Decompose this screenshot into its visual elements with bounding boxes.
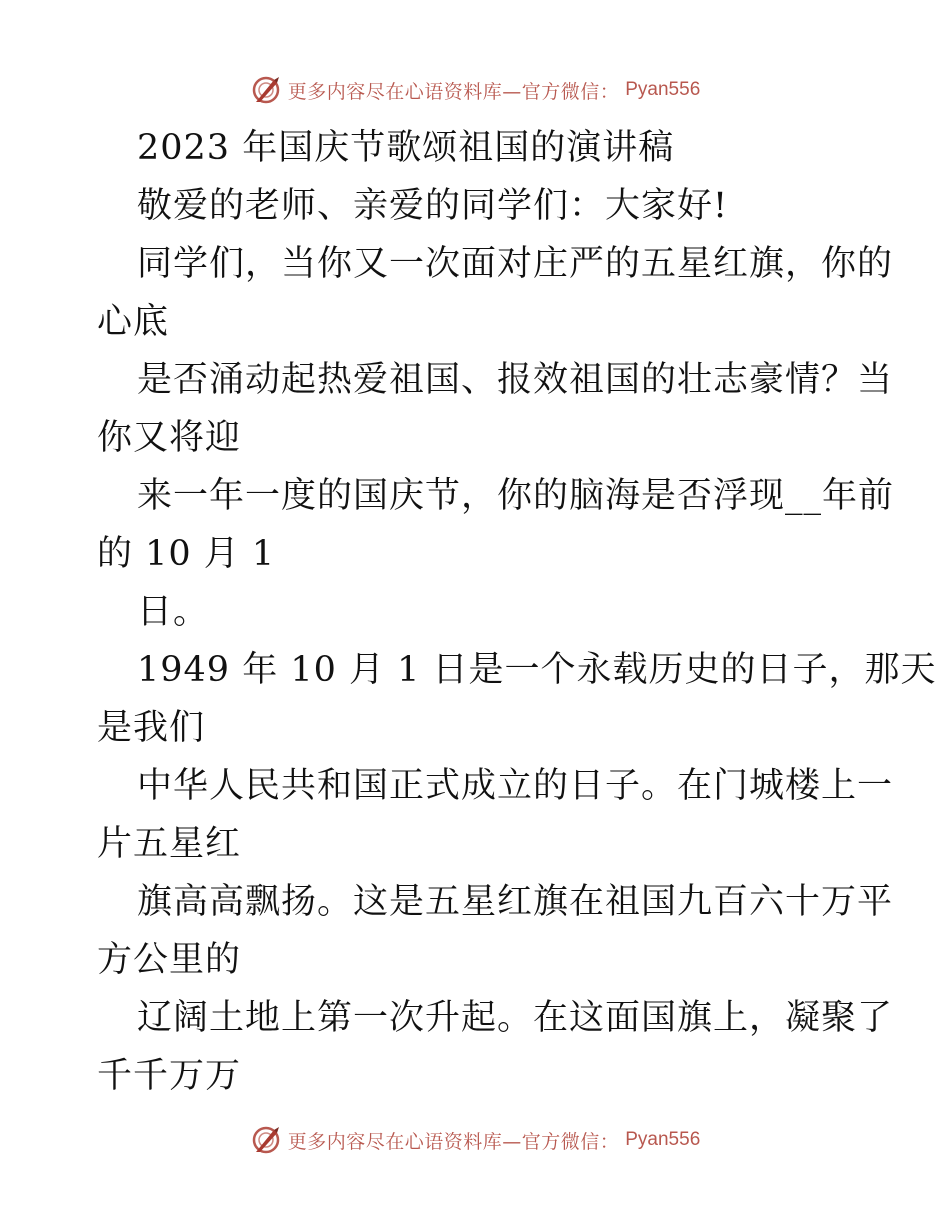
- text-line: 旗高高飘扬。这是五星红旗在祖国九百六十万平: [137, 882, 894, 922]
- text-line: 片五星红: [97, 824, 242, 864]
- text-line: 你又将迎: [97, 418, 242, 458]
- text-line: 日。: [137, 592, 210, 632]
- watermark-account: Pyan556: [625, 79, 701, 100]
- watermark-text: 更多内容尽在心语资料库—官方微信：: [287, 1130, 620, 1153]
- text-line: 心底: [97, 302, 170, 342]
- quill-pen-logo-icon: [250, 74, 282, 106]
- watermark-text: 更多内容尽在心语资料库—官方微信：: [287, 80, 620, 103]
- greeting-line: 敬爱的老师、亲爱的同学们：大家好!: [137, 186, 729, 226]
- footer-watermark: [0, 1122, 950, 1158]
- watermark-account: Pyan556: [625, 1129, 701, 1150]
- text-line: 千千万万: [97, 1056, 242, 1096]
- document-title: 2023 年国庆节歌颂祖国的演讲稿: [137, 128, 675, 168]
- text-line: 是我们: [97, 708, 206, 748]
- text-line: 中华人民共和国正式成立的日子。在门城楼上一: [137, 766, 894, 806]
- text-line: 来一年一度的国庆节，你的脑海是否浮现__年前: [137, 476, 895, 516]
- text-line: 辽阔土地上第一次升起。在这面国旗上，凝聚了: [137, 998, 894, 1038]
- text-line: 的 10 月 1: [97, 534, 276, 574]
- header-watermark: [0, 72, 950, 108]
- text-line: 1949 年 10 月 1 日是一个永载历史的日子，那天: [137, 650, 937, 690]
- quill-pen-logo-icon: [250, 1124, 282, 1156]
- text-line: 是否涌动起热爱祖国、报效祖国的壮志豪情？当: [137, 360, 894, 400]
- text-line: 方公里的: [97, 940, 242, 980]
- text-line: 同学们，当你又一次面对庄严的五星红旗，你的: [137, 244, 894, 284]
